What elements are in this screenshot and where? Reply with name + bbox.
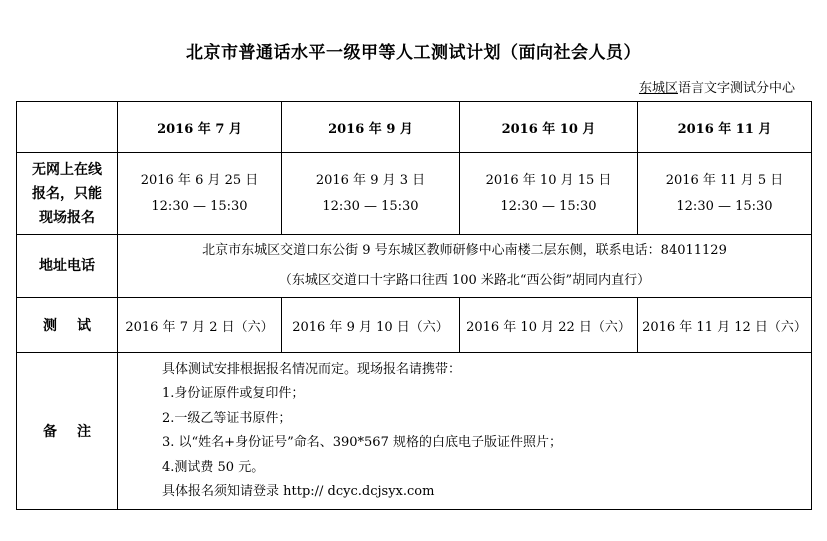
note-line: 2.一级乙等证书原件； — [162, 410, 292, 426]
registration-label-line: 无网上在线 — [32, 161, 102, 178]
address-cell — [118, 235, 812, 298]
registration-date: 2016 年 11 月 5 日 — [665, 172, 784, 188]
address-label: 地址电话 — [39, 258, 95, 274]
notes-row — [17, 353, 812, 510]
address-label-cell — [17, 235, 118, 298]
note-line: 1.身份证原件或复印件； — [162, 386, 305, 401]
note-line: 具体报名须知请登录 http:// dcyc.dcjsyx.com — [162, 484, 435, 499]
test-date-jul: 2016 年 7 月 2 日（六） — [118, 298, 282, 353]
registration-time: 12:30 — 15:30 — [322, 198, 419, 214]
address-row — [17, 235, 812, 298]
table-header-row — [17, 102, 812, 153]
test-plan-table — [16, 101, 812, 510]
address-directions: （东城区交道口十字路口往西 100 米路北“西公街”胡同内直行） — [278, 273, 651, 288]
test-date-nov: 2016 年 11 月 12 日（六） — [638, 298, 812, 353]
month-header-sep: 2016 年 9 月 — [282, 102, 460, 153]
registration-cell-oct — [460, 153, 638, 235]
registration-time: 12:30 — 15:30 — [151, 198, 248, 214]
test-row — [17, 298, 812, 353]
note-line: 具体测试安排根据报名情况而定。现场报名请携带： — [162, 361, 462, 377]
district-link[interactable]: 东城区 — [638, 81, 678, 96]
registration-row — [17, 153, 812, 235]
test-label: 测试 — [43, 318, 111, 334]
test-label-cell — [17, 298, 118, 353]
registration-label-cell — [17, 153, 118, 235]
header-blank-cell — [17, 102, 118, 153]
registration-label-line: 报名，只能 — [32, 185, 102, 202]
month-header-jul: 2016 年 7 月 — [118, 102, 282, 153]
organization-name: 语言文字测试分中心 — [677, 81, 795, 96]
registration-cell-sep — [282, 153, 460, 235]
notes-cell — [118, 353, 812, 510]
registration-cell-nov — [638, 153, 812, 235]
test-date-sep: 2016 年 9 月 10 日（六） — [282, 298, 460, 353]
note-line: 3. 以“姓名+身份证号”命名、390*567 规格的白底电子版证件照片； — [162, 435, 562, 450]
registration-time: 12:30 — 15:30 — [676, 198, 773, 214]
registration-date: 2016 年 9 月 3 日 — [315, 172, 426, 188]
page-title: 北京市普通话水平一级甲等人工测试计划（面向社会人员） — [186, 43, 641, 63]
month-header-oct: 2016 年 10 月 — [460, 102, 638, 153]
note-line: 4.测试费 50 元。 — [162, 459, 265, 475]
notes-label-cell — [17, 353, 118, 510]
registration-date: 2016 年 10 月 15 日 — [485, 172, 612, 188]
registration-cell-jul — [118, 153, 282, 235]
registration-date: 2016 年 6 月 25 日 — [140, 172, 259, 188]
registration-label-line: 现场报名 — [39, 209, 95, 226]
notes-label: 备注 — [43, 424, 111, 440]
month-header-nov: 2016 年 11 月 — [638, 102, 812, 153]
test-date-oct: 2016 年 10 月 22 日（六） — [460, 298, 638, 353]
registration-time: 12:30 — 15:30 — [500, 198, 597, 214]
address-line: 北京市东城区交道口东公街 9 号东城区教师研修中心南楼二层东侧，联系电话：84011129 — [202, 243, 727, 258]
organization-label — [639, 77, 795, 96]
